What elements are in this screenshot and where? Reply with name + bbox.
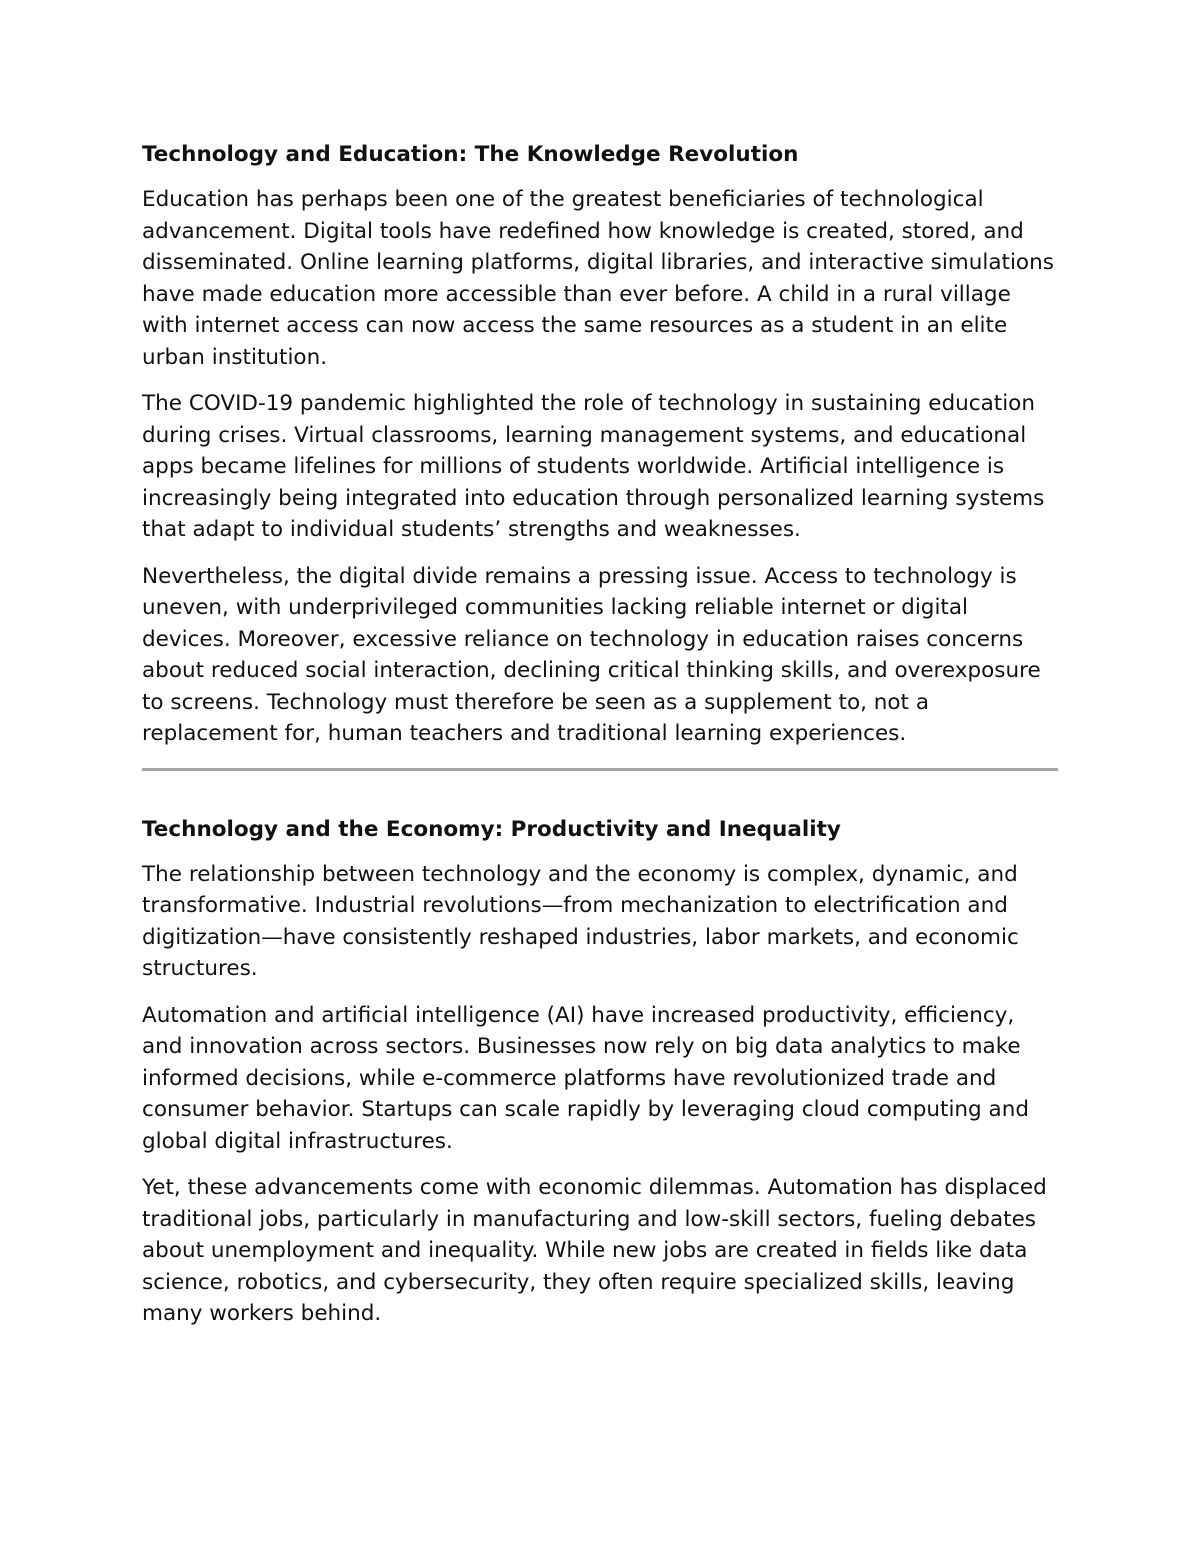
paragraph: Automation and artificial intelligence (AI) have increased productivity, efficiency, and innovation across sectors. Businesses now rely on big data analytics to make informed decisions, while e-commerce platforms have revolutionized trade and consumer behavior. Startups can scale rapidly by leveraging cloud computing and global digital infrastructures.: [142, 1002, 1029, 1154]
paragraph: Nevertheless, the digital divide remains a pressing issue. Access to technology is uneven, with underprivileged communities lacking reliable internet or digital devices. Moreover, excessive reliance on technology in education raises concerns about reduced social interaction, declining critical thinking skills, and overexposure to screens. Technology must therefore be seen as a supplement to, not a replacement for, human teachers and traditional learning experiences.: [142, 563, 1041, 746]
paragraph: Yet, these advancements come with economic dilemmas. Automation has displaced traditional jobs, particularly in manufacturing and low-skill sectors, fueling debates about unemployment and inequality. While new jobs are created in fields like data science, robotics, and cybersecurity, they often require specialized skills, leaving many workers behind.: [142, 1175, 1047, 1326]
section-heading: Technology and Education: The Knowledge Revolution: [142, 142, 799, 167]
section-heading: Technology and the Economy: Productivity and Inequality: [142, 816, 841, 842]
section-education: [142, 138, 1060, 750]
paragraph: The COVID-19 pandemic highlighted the role of technology in sustaining education during crises. Virtual classrooms, learning management systems, and educational apps became lifelines for millions of students worldwide. Artificial intelligence is increasingly being integrated into education through personalized learning systems that adapt to individual students’ strengths and weaknesses.: [142, 391, 1045, 542]
document-page: [142, 138, 1060, 1345]
paragraph: The relationship between technology and the economy is complex, dynamic, and transformative. Industrial revolutions—from mechanization to electrification and digitization—have consistently reshaped industries, labor markets, and economic structures.: [142, 861, 1019, 981]
section-economy: [142, 813, 1060, 1330]
paragraph: Education has perhaps been one of the greatest beneficiaries of technological advancement. Digital tools have redefined how knowledge is created, stored, and disseminated. Online learning platforms, digital libraries, and interactive simulations have made education more accessible than ever before. A child in a rural village with internet access can now access the same resources as a student in an elite urban institution.: [142, 187, 1054, 370]
horizontal-divider: [142, 768, 1058, 771]
